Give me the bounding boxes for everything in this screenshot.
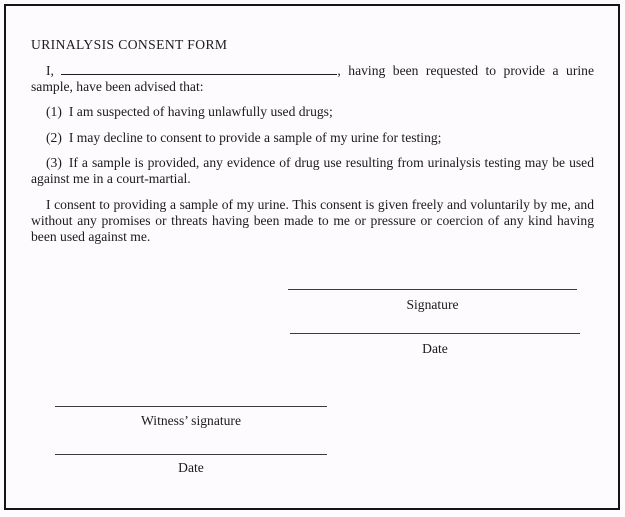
member-date-line xyxy=(290,333,580,334)
witness-date-label: Date xyxy=(178,460,204,475)
witness-signature-line xyxy=(55,406,327,407)
advisement-text: If a sample is provided, any evidence of drug use resulting from urinalysis testing may be used against me in a court-martial. xyxy=(31,155,594,186)
intro-paragraph xyxy=(31,63,594,95)
advisement-number: (1) xyxy=(46,104,62,119)
consent-text: I consent to providing a sample of my urine. This consent is given freely and voluntarily by me, and without any promises or threats having been made to me or pressure or coercion of any kind having been used against me. xyxy=(31,196,594,244)
intro-rest: , having been requested to provide a urine sample, have been advised that: xyxy=(31,62,594,94)
advisement-item-1 xyxy=(31,104,594,120)
form-body xyxy=(31,37,594,254)
member-signature-line xyxy=(288,289,577,290)
name-fill-in-line xyxy=(61,70,337,75)
advisement-text: I may decline to consent to provide a sample of my urine for testing; xyxy=(68,129,442,145)
advisement-text: I am suspected of having unlawfully used drugs; xyxy=(68,104,333,119)
witness-date-line xyxy=(55,454,327,455)
advisement-item-2 xyxy=(31,130,594,146)
consent-paragraph xyxy=(31,197,594,245)
advisement-item-3 xyxy=(31,155,594,187)
advisement-number: (2) xyxy=(46,129,62,145)
member-signature-label: Signature xyxy=(406,297,459,312)
advisement-number: (3) xyxy=(46,155,62,170)
witness-signature-label: Witness’ signature xyxy=(141,413,241,428)
member-date-label: Date xyxy=(422,341,448,356)
page-title: URINALYSIS CONSENT FORM xyxy=(31,37,228,52)
intro-prefix: I, xyxy=(46,62,54,78)
